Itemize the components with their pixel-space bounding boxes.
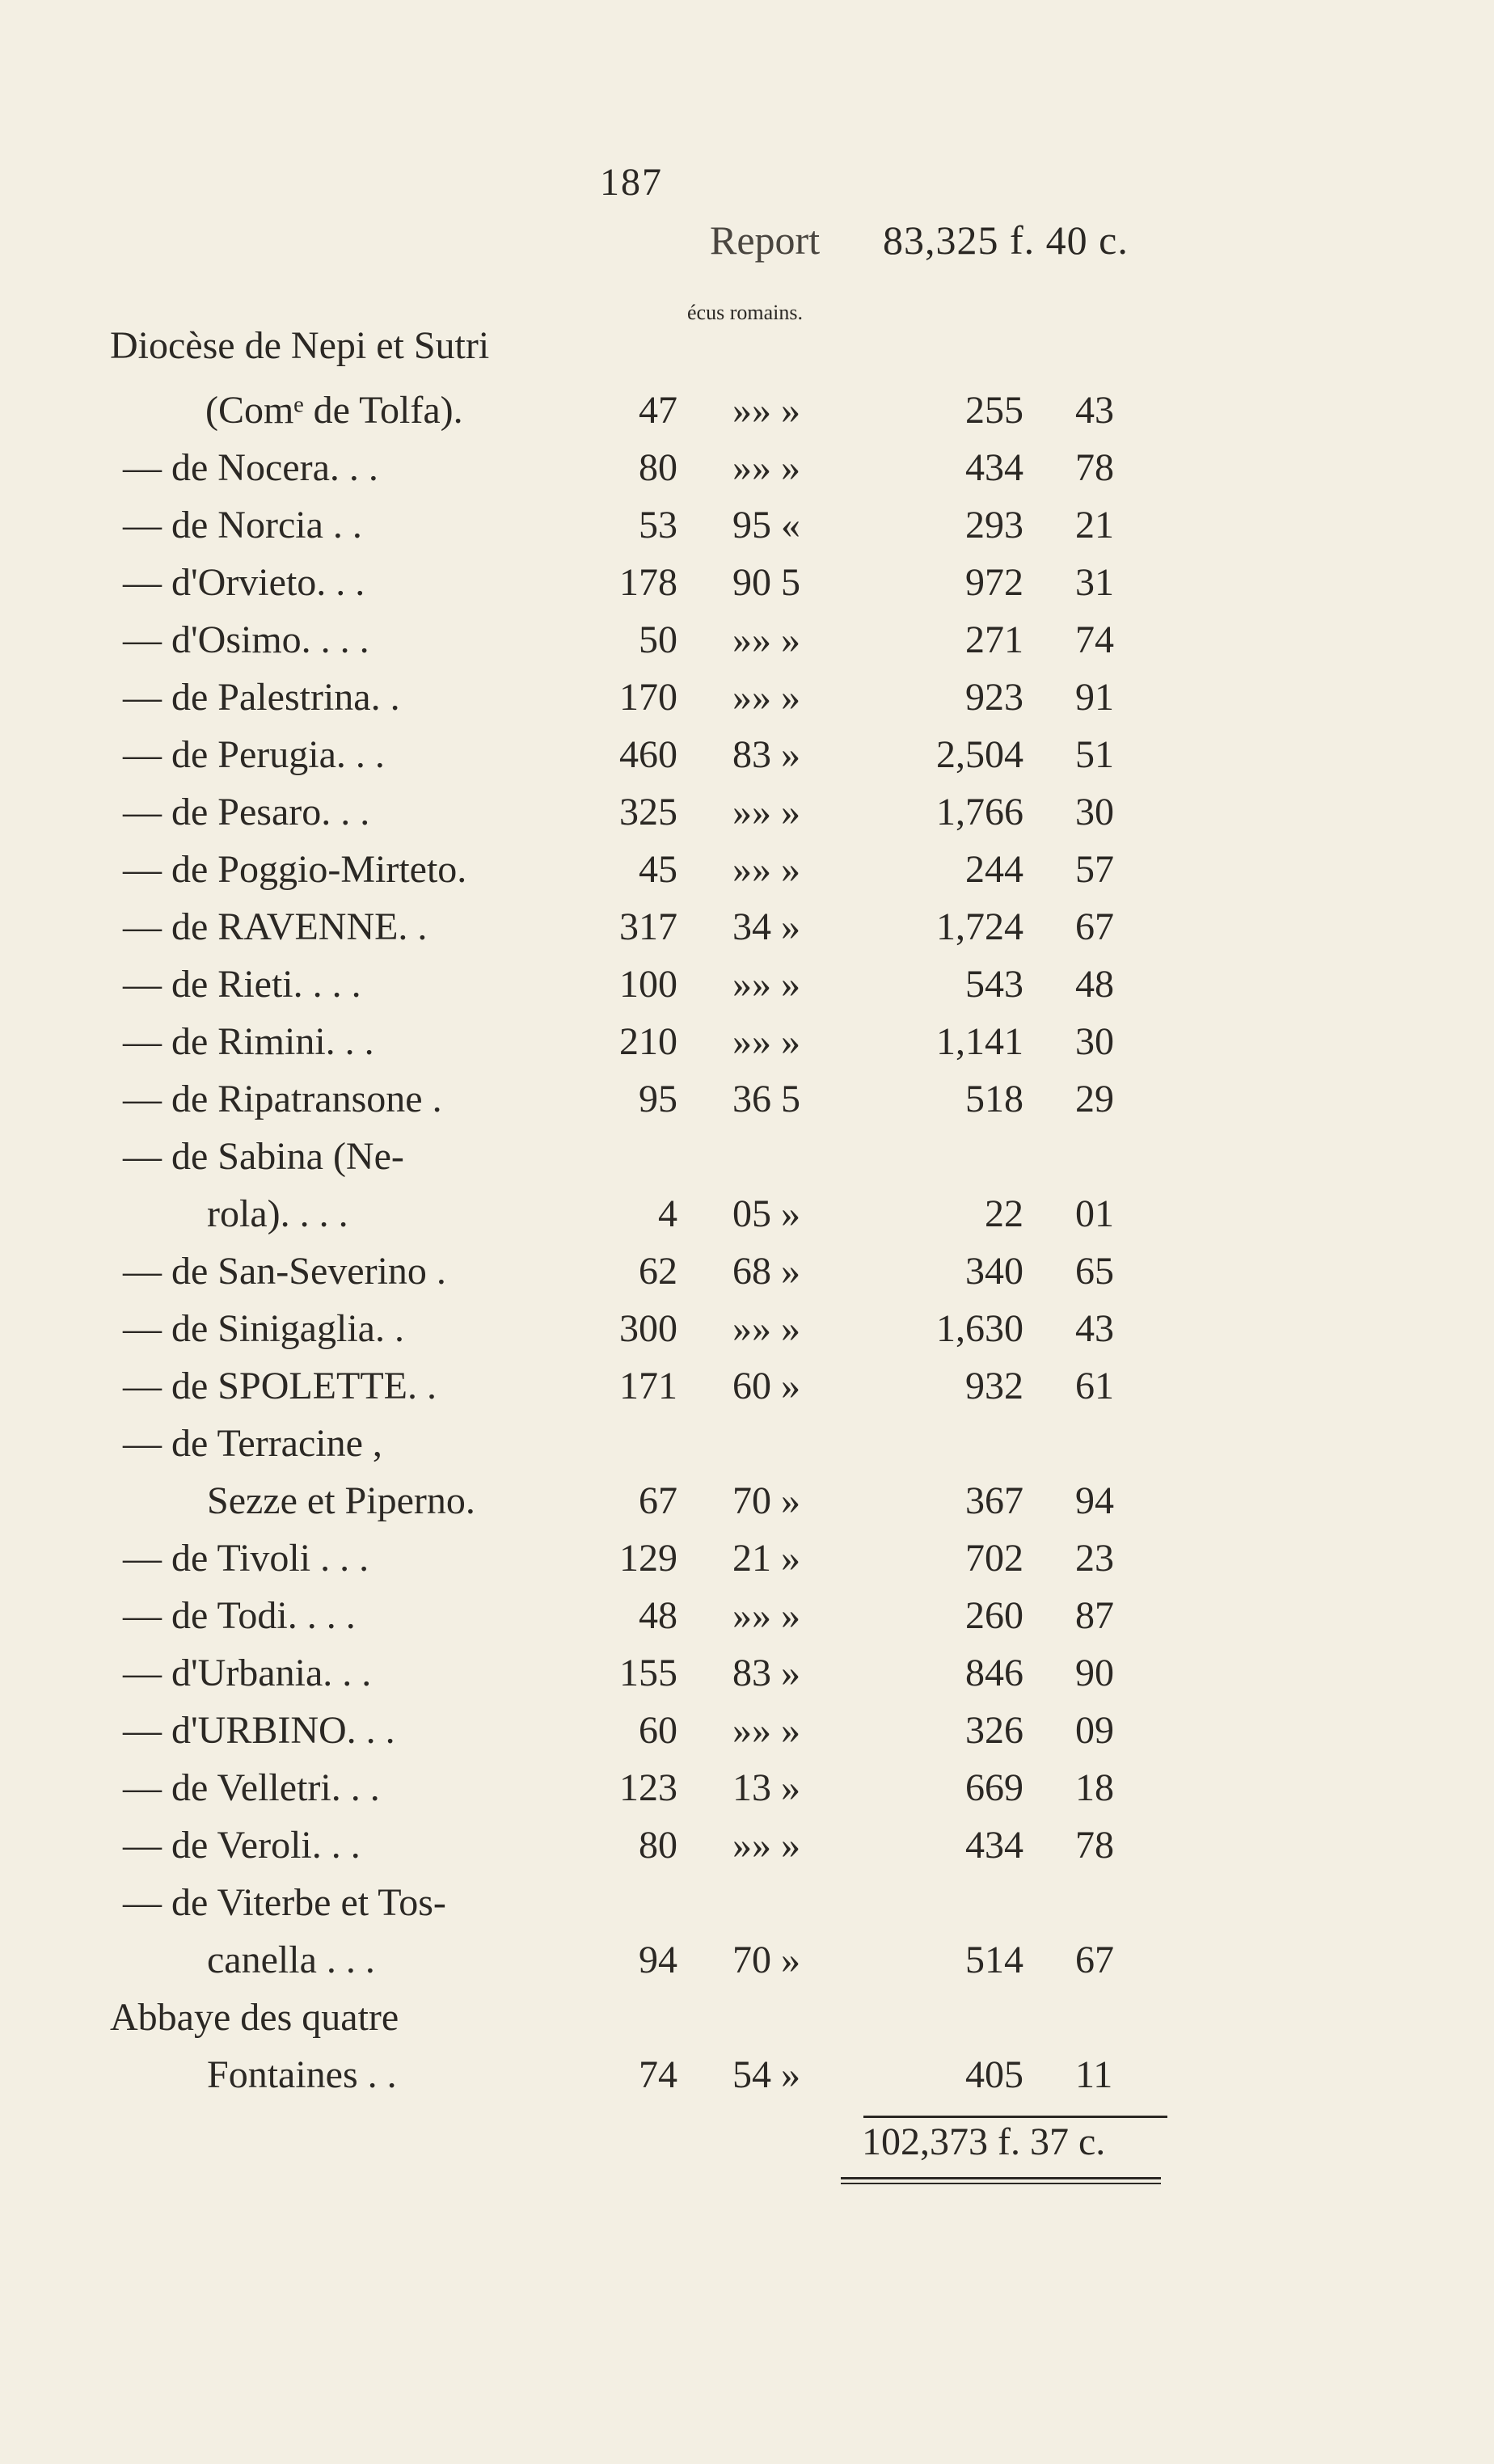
row-baiocchi: 95 «	[732, 504, 800, 546]
row-label: — de SPOLETTE. .	[123, 1365, 437, 1407]
row-centimes: 31	[1075, 561, 1114, 604]
row-francs: 669	[965, 1766, 1023, 1809]
row-francs: 543	[965, 963, 1023, 1006]
row-centimes: 48	[1075, 963, 1114, 1006]
row-label: — de Todi. . . .	[123, 1594, 356, 1637]
row-label: — de Sinigaglia. .	[123, 1307, 404, 1350]
row-centimes: 23	[1075, 1537, 1114, 1580]
row-centimes: 78	[1075, 1824, 1114, 1867]
ledger-row	[0, 445, 1494, 502]
row-ecus: 74	[639, 2053, 677, 2096]
row-centimes: 87	[1075, 1594, 1114, 1637]
ledger-row	[0, 388, 1494, 445]
row-label: — d'Osimo. . . .	[123, 618, 369, 661]
row-ecus: 53	[639, 504, 677, 546]
row-francs: 434	[965, 446, 1023, 489]
row-ecus: 94	[639, 1939, 677, 1981]
row-francs: 260	[965, 1594, 1023, 1637]
row-baiocchi: »» »	[732, 676, 800, 719]
row-centimes: 30	[1075, 1020, 1114, 1063]
row-ecus: 460	[619, 733, 677, 776]
row-centimes: 43	[1075, 1307, 1114, 1350]
row-francs: 255	[965, 389, 1023, 432]
row-label: — de Rieti. . . .	[123, 963, 361, 1006]
row-baiocchi: 90 5	[732, 561, 800, 604]
double-rule-bottom	[841, 2183, 1161, 2184]
row-baiocchi: »» »	[732, 389, 800, 432]
row-ecus: 47	[639, 389, 677, 432]
row-baiocchi: »» »	[732, 848, 800, 891]
row-baiocchi: 21 »	[732, 1537, 800, 1580]
row-baiocchi: 13 »	[732, 1766, 800, 1809]
row-label: rola). . . .	[207, 1192, 348, 1235]
row-ecus: 129	[619, 1537, 677, 1580]
row-baiocchi: 83 »	[732, 733, 800, 776]
row-baiocchi: »» »	[732, 618, 800, 661]
row-centimes: 61	[1075, 1365, 1114, 1407]
row-centimes: 21	[1075, 504, 1114, 546]
ledger-row	[0, 1249, 1494, 1306]
report-label: Report	[710, 217, 821, 263]
ledger-row	[0, 1364, 1494, 1420]
ledger-row	[0, 618, 1494, 674]
row-baiocchi: »» »	[732, 1020, 800, 1063]
row-baiocchi: 70 »	[732, 1939, 800, 1981]
row-centimes: 57	[1075, 848, 1114, 891]
row-centimes: 74	[1075, 618, 1114, 661]
row-baiocchi: 05 »	[732, 1192, 800, 1235]
row-francs: 923	[965, 676, 1023, 719]
double-rule-top	[841, 2177, 1161, 2179]
report-total: 83,325 f. 40 c.	[883, 217, 1129, 263]
ledger-row	[0, 732, 1494, 789]
row-francs: 326	[965, 1709, 1023, 1752]
row-ecus: 50	[639, 618, 677, 661]
page-number: 187	[600, 161, 663, 204]
row-francs: 972	[965, 561, 1023, 604]
row-baiocchi: »» »	[732, 446, 800, 489]
row-label: — de Rimini. . .	[123, 1020, 374, 1063]
row-label: — d'URBINO. . .	[123, 1709, 395, 1752]
row-centimes: 90	[1075, 1652, 1114, 1694]
row-label: — d'Orvieto. . .	[123, 561, 365, 604]
ledger-row	[0, 1134, 1494, 1191]
ledger-row	[0, 2053, 1494, 2109]
row-label: — de Veroli. . .	[123, 1824, 361, 1867]
row-francs: 1,630	[936, 1307, 1023, 1350]
row-baiocchi: 60 »	[732, 1365, 800, 1407]
row-centimes: 01	[1075, 1192, 1114, 1235]
row-baiocchi: 70 »	[732, 1479, 800, 1522]
row-centimes: 67	[1075, 1939, 1114, 1981]
row-ecus: 80	[639, 446, 677, 489]
row-francs: 518	[965, 1078, 1023, 1120]
row-francs: 367	[965, 1479, 1023, 1522]
row-label: — de Palestrina. .	[123, 676, 400, 719]
row-ecus: 325	[619, 791, 677, 833]
row-ecus: 171	[619, 1365, 677, 1407]
row-label: — de Sabina (Ne-	[123, 1135, 404, 1178]
ledger-row	[0, 905, 1494, 961]
row-francs: 434	[965, 1824, 1023, 1867]
row-label: — de Terracine ,	[123, 1422, 382, 1465]
row-centimes: 11	[1075, 2053, 1113, 2096]
currency-header: écus romains.	[687, 301, 803, 324]
row-ecus: 317	[619, 905, 677, 948]
ledger-row	[0, 790, 1494, 846]
row-centimes: 09	[1075, 1709, 1114, 1752]
row-francs: 1,724	[936, 905, 1023, 948]
row-ecus: 210	[619, 1020, 677, 1063]
row-ecus: 95	[639, 1078, 677, 1120]
row-francs: 1,766	[936, 791, 1023, 833]
row-baiocchi: 83 »	[732, 1652, 800, 1694]
row-francs: 244	[965, 848, 1023, 891]
row-ecus: 300	[619, 1307, 677, 1350]
row-ecus: 123	[619, 1766, 677, 1809]
row-baiocchi: »» »	[732, 1824, 800, 1867]
row-label: Sezze et Piperno.	[207, 1479, 475, 1522]
row-ecus: 170	[619, 676, 677, 719]
row-ecus: 67	[639, 1479, 677, 1522]
row-ecus: 80	[639, 1824, 677, 1867]
row-ecus: 60	[639, 1709, 677, 1752]
row-centimes: 78	[1075, 446, 1114, 489]
row-francs: 2,504	[936, 733, 1023, 776]
ledger-row	[0, 560, 1494, 617]
row-ecus: 100	[619, 963, 677, 1006]
ledger-row	[0, 1651, 1494, 1707]
ledger-row	[0, 1708, 1494, 1765]
row-francs: 846	[965, 1652, 1023, 1694]
row-ecus: 48	[639, 1594, 677, 1637]
row-label: — de San-Severino .	[123, 1250, 446, 1293]
ledger-row	[0, 1479, 1494, 1535]
ledger-row	[0, 1536, 1494, 1593]
row-centimes: 18	[1075, 1766, 1114, 1809]
row-centimes: 94	[1075, 1479, 1114, 1522]
row-centimes: 65	[1075, 1250, 1114, 1293]
row-ecus: 4	[658, 1192, 677, 1235]
row-label: — de Norcia . .	[123, 504, 362, 546]
ledger-row	[0, 1880, 1494, 1937]
row-centimes: 91	[1075, 676, 1114, 719]
grand-total: 102,373 f. 37 c.	[862, 2120, 1106, 2163]
ledger-row	[0, 1421, 1494, 1478]
sum-rule	[863, 2116, 1167, 2118]
row-label: — de Tivoli . . .	[123, 1537, 369, 1580]
ledger-row	[0, 847, 1494, 904]
ledger-row	[0, 1823, 1494, 1880]
row-baiocchi: »» »	[732, 1594, 800, 1637]
row-label: — de Perugia. . .	[123, 733, 385, 776]
ledger-row	[0, 1192, 1494, 1248]
row-ecus: 155	[619, 1652, 677, 1694]
row-label: — de Ripatransone .	[123, 1078, 442, 1120]
row-baiocchi: 54 »	[732, 2053, 800, 2096]
ledger-row	[0, 1306, 1494, 1363]
ledger-row	[0, 675, 1494, 732]
ledger-row	[0, 1938, 1494, 1994]
row-baiocchi: 36 5	[732, 1078, 800, 1120]
row-label: — de Pesaro. . .	[123, 791, 370, 833]
row-francs: 932	[965, 1365, 1023, 1407]
row-baiocchi: »» »	[732, 1307, 800, 1350]
row-label: — de Nocera. . .	[123, 446, 378, 489]
row-baiocchi: 68 »	[732, 1250, 800, 1293]
row-ecus: 178	[619, 561, 677, 604]
row-centimes: 43	[1075, 389, 1114, 432]
row-label: Abbaye des quatre	[110, 1996, 399, 2039]
ledger-row	[0, 1593, 1494, 1650]
row-francs: 22	[985, 1192, 1023, 1235]
row-francs: 340	[965, 1250, 1023, 1293]
row-label: — de RAVENNE. .	[123, 905, 428, 948]
row-baiocchi: »» »	[732, 963, 800, 1006]
row-label: (Comᵉ de Tolfa).	[205, 389, 463, 432]
ledger-row	[0, 1995, 1494, 2052]
ledger-row	[0, 962, 1494, 1019]
row-baiocchi: 34 »	[732, 905, 800, 948]
row-label: Fontaines . .	[207, 2053, 397, 2096]
ledger-row	[0, 1766, 1494, 1822]
row-centimes: 30	[1075, 791, 1114, 833]
row-label: canella . . .	[207, 1939, 375, 1981]
row-ecus: 62	[639, 1250, 677, 1293]
row-francs: 405	[965, 2053, 1023, 2096]
row-francs: 702	[965, 1537, 1023, 1580]
row-centimes: 67	[1075, 905, 1114, 948]
row-label: — de Velletri. . .	[123, 1766, 380, 1809]
row-label: — de Poggio-Mirteto.	[123, 848, 467, 891]
ledger-row	[0, 1077, 1494, 1133]
row-centimes: 29	[1075, 1078, 1114, 1120]
row-label: — d'Urbania. . .	[123, 1652, 372, 1694]
row-francs: 1,141	[936, 1020, 1023, 1063]
row-baiocchi: »» »	[732, 791, 800, 833]
row-francs: 514	[965, 1939, 1023, 1981]
row-baiocchi: »» »	[732, 1709, 800, 1752]
ledger-row	[0, 1019, 1494, 1076]
row-francs: 271	[965, 618, 1023, 661]
row-label: — de Viterbe et Tos-	[123, 1881, 446, 1924]
row-francs: 293	[965, 504, 1023, 546]
row-centimes: 51	[1075, 733, 1114, 776]
row-ecus: 45	[639, 848, 677, 891]
diocese-header: Diocèse de Nepi et Sutri	[110, 324, 490, 367]
ledger-row	[0, 503, 1494, 559]
